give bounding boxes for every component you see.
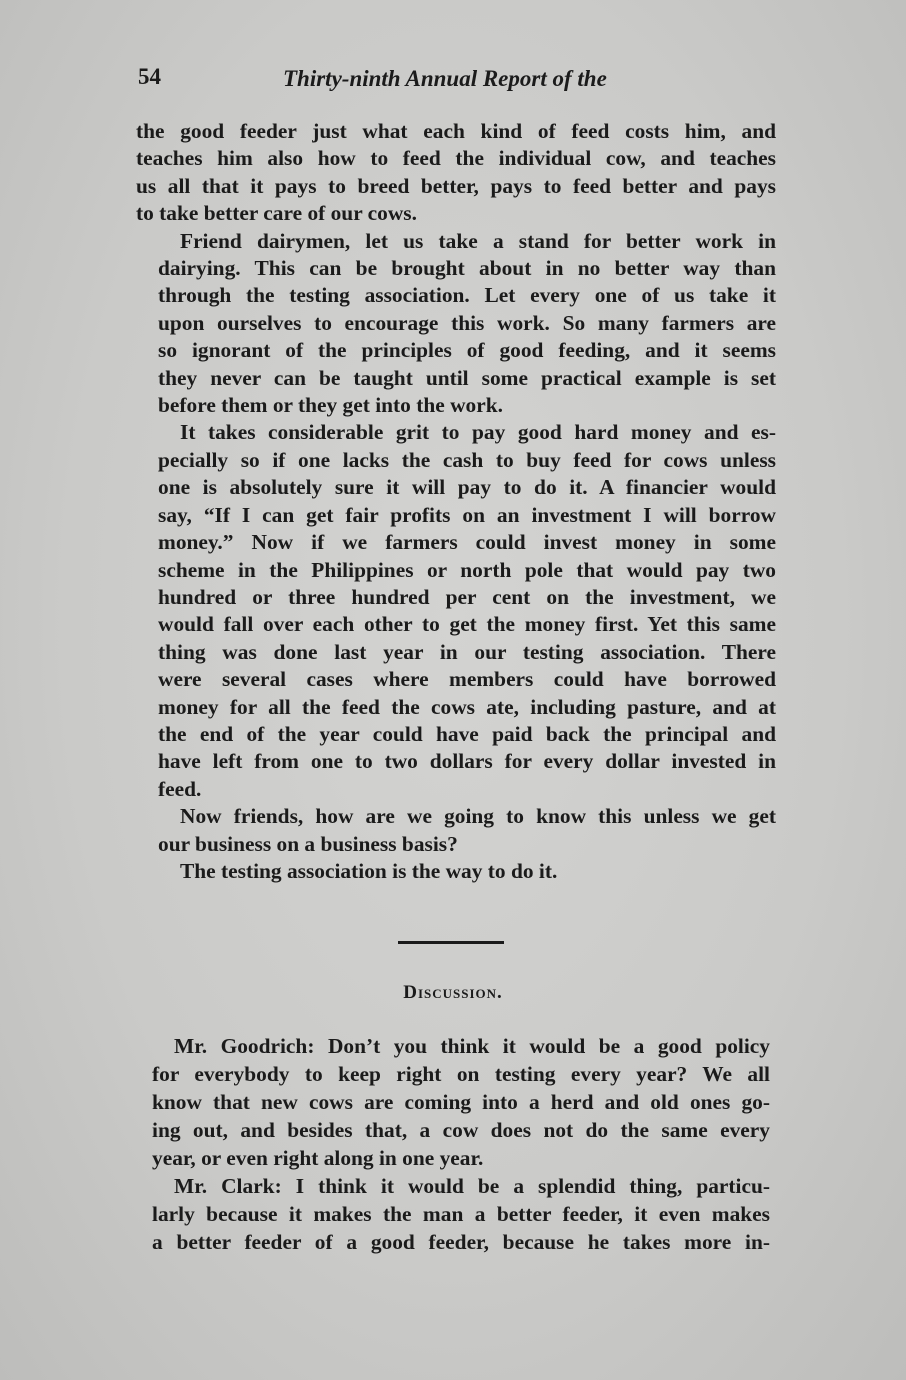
text-line: money.” Now if we farmers could invest money in some	[158, 530, 776, 555]
discussion-paragraph-1	[130, 1032, 770, 1172]
discussion-text	[130, 1032, 770, 1256]
text-line: say, “If I can get fair profits on an investment I will borrow	[158, 502, 776, 527]
text-line: Mr. Clark: I think it would be a splendid thing, particu-	[174, 1174, 770, 1198]
text-line: through the testing association. Let every one of us take it	[158, 283, 776, 308]
section-title: Discussion.	[403, 982, 503, 1003]
text-line: ing out, and besides that, a cow does not do the same every	[152, 1118, 770, 1142]
text-line: before them or they get into the work.	[158, 393, 503, 418]
text-line: one is absolutely sure it will pay to do it. A financier would	[158, 475, 776, 500]
text-line: hundred or three hundred per cent on the investment, we	[158, 584, 776, 609]
paragraph-4	[136, 803, 776, 858]
text-line: would fall over each other to get the money first. Yet this same	[158, 612, 776, 637]
text-line: pecially so if one lacks the cash to buy feed for cows unless	[158, 447, 776, 472]
paragraph-3	[136, 419, 776, 803]
text-line: Mr. Goodrich: Don’t you think it would be a good policy	[174, 1034, 770, 1058]
page-header	[138, 64, 638, 96]
text-line: to take better care of our cows.	[136, 201, 417, 226]
text-line: year, or even right along in one year.	[152, 1146, 484, 1170]
paragraph-5	[136, 858, 776, 885]
discussion-paragraph-2	[130, 1172, 770, 1256]
text-line: feed.	[158, 776, 202, 801]
text-line: Now friends, how are we going to know this unless we get	[180, 804, 776, 829]
text-line: Friend dairymen, let us take a stand for better work in	[180, 228, 776, 253]
running-head: Thirty-ninth Annual Report of the	[283, 66, 607, 91]
text-line: dairying. This can be brought about in no better way than	[158, 256, 776, 281]
text-line: larly because it makes the man a better feeder, it even makes	[152, 1202, 770, 1226]
paragraph-1	[136, 118, 776, 228]
page-number: 54	[138, 64, 161, 89]
text-line: upon ourselves to encourage this work. So many farmers are	[158, 310, 776, 335]
text-line: thing was done last year in our testing association. There	[158, 639, 776, 664]
text-line: teaches him also how to feed the individual cow, and teaches	[136, 146, 776, 171]
text-line: were several cases where members could have borrowed	[158, 667, 776, 692]
text-line: It takes considerable grit to pay good hard money and es-	[180, 420, 776, 445]
section-divider	[398, 941, 504, 944]
text-line: the end of the year could have paid back the principal and	[158, 721, 776, 746]
text-line: the good feeder just what each kind of feed costs him, and	[136, 119, 776, 143]
body-text	[136, 118, 776, 885]
text-line: have left from one to two dollars for every dollar invested in	[158, 749, 776, 774]
text-line: they never can be taught until some practical example is set	[158, 365, 776, 390]
text-line: know that new cows are coming into a herd and old ones go-	[152, 1090, 770, 1114]
text-line: a better feeder of a good feeder, because he takes more in-	[152, 1230, 770, 1254]
text-line: our business on a business basis?	[158, 831, 458, 856]
text-line: us all that it pays to breed better, pays to feed better and pays	[136, 173, 776, 198]
text-line: so ignorant of the principles of good feeding, and it seems	[158, 338, 776, 363]
paragraph-2	[136, 228, 776, 420]
text-line: scheme in the Philippines or north pole that would pay two	[158, 557, 776, 582]
text-line: for everybody to keep right on testing every year? We all	[152, 1062, 770, 1086]
text-line: The testing association is the way to do it.	[180, 858, 558, 883]
text-line: money for all the feed the cows ate, including pasture, and at	[158, 694, 776, 719]
